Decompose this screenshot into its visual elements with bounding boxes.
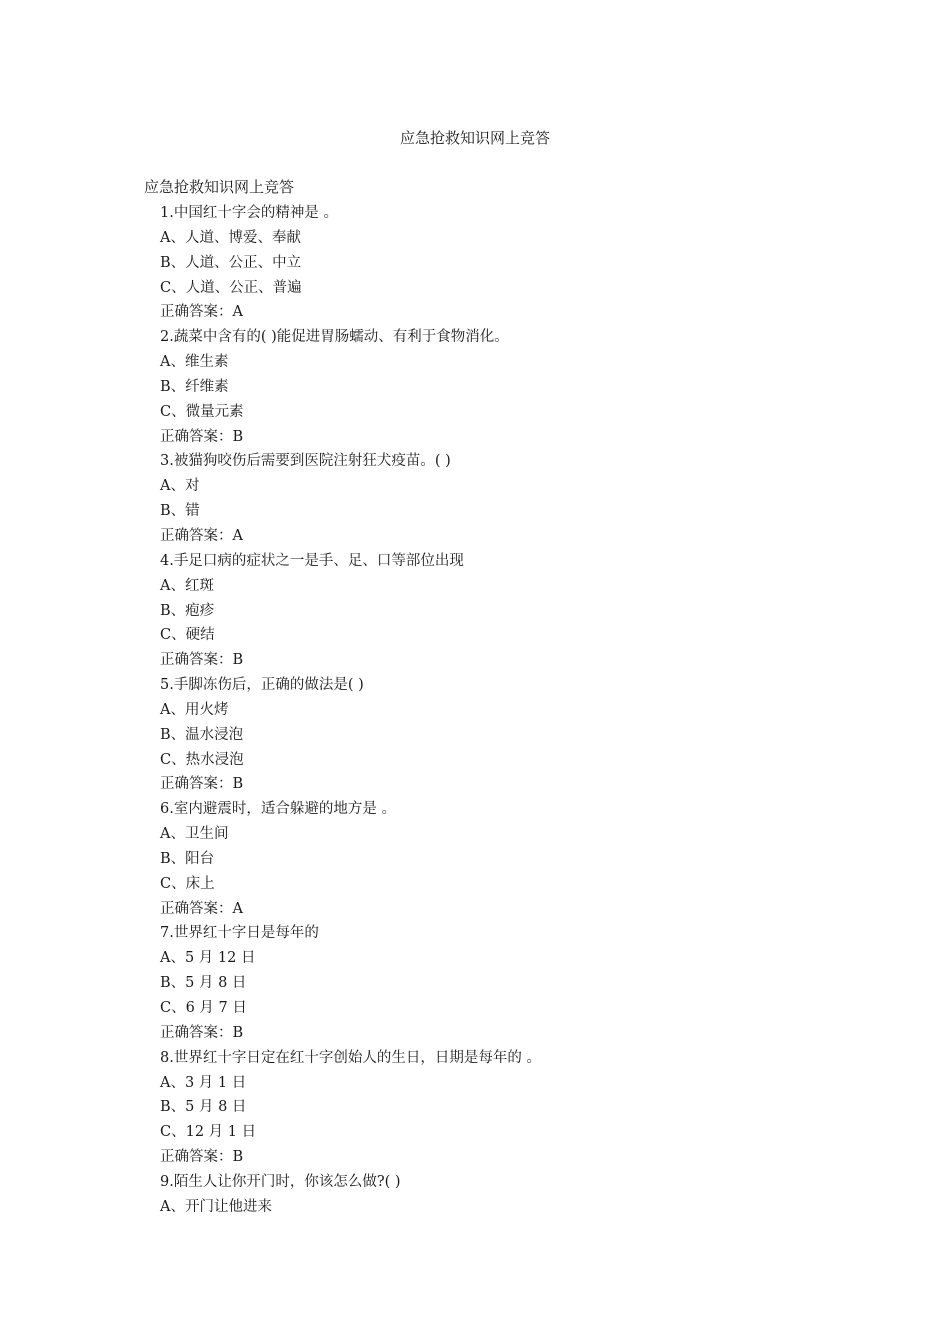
option-line: A、3 月 1 日 [160,1074,247,1091]
option-line: A、维生素 [160,354,229,371]
option-line: A、对 [160,478,200,495]
option-line: A、人道、博爱、奉献 [160,229,301,246]
question-line: 5.手脚冻伤后，正确的做法是( ) [160,677,364,694]
option-line: B、5 月 8 日 [160,975,247,992]
page-title: 应急抢救知识网上竞答 [399,129,550,147]
option-line: B、错 [160,503,200,520]
question-line: 1.中国红十字会的精神是 。 [160,205,338,221]
option-line: B、疱疹 [160,602,215,619]
answer-line: 正确答案：B [160,1024,244,1041]
option-line: B、5 月 8 日 [160,1099,247,1116]
answer-line: 正确答案：B [160,652,244,669]
answer-line: 正确答案：A [160,900,243,917]
question-line: 7.世界红十字日是每年的 [160,925,319,942]
option-line: B、阳台 [160,850,215,867]
option-line: C、微量元素 [160,403,244,420]
document-heading: 应急抢救知识网上竞答 [144,178,295,196]
option-line: A、开门让他进来 [160,1198,272,1215]
question-answer-list [160,201,541,1220]
option-line: A、红斑 [160,577,214,594]
answer-line: 正确答案：B [160,776,244,793]
option-line: A、用火烤 [160,701,229,718]
question-line: 9.陌生人让你开门时，你该怎么做?( ) [160,1173,401,1190]
answer-line: 正确答案：A [160,527,243,544]
option-line: C、12 月 1 日 [160,1124,257,1141]
answer-line: 正确答案：B [160,428,244,445]
option-line: A、卫生间 [160,826,229,843]
question-line: 4.手足口病的症状之一是手、足、口等部位出现 [160,552,464,569]
option-line: B、人道、公正、中立 [160,254,302,271]
question-line: 6.室内避震时，适合躲避的地方是 。 [160,801,396,818]
question-line: 3.被猫狗咬伤后需要到医院注射狂犬疫苗。( ) [160,453,451,470]
option-line: B、温水浸泡 [160,726,244,743]
option-line: B、纤维素 [160,378,229,395]
option-line: C、硬结 [160,627,215,644]
option-line: C、床上 [160,875,215,892]
question-line: 8.世界红十字日定在红十字创始人的生日，日期是每年的 。 [160,1049,541,1066]
answer-line: 正确答案：A [160,304,243,321]
answer-line: 正确答案：B [160,1149,244,1166]
option-line: C、热水浸泡 [160,751,244,768]
question-line: 2.蔬菜中含有的( )能促进胃肠蠕动、有利于食物消化。 [160,329,509,346]
option-line: A、5 月 12 日 [160,950,256,967]
option-line: C、人道、公正、普遍 [160,279,302,296]
option-line: C、6 月 7 日 [160,1000,247,1016]
